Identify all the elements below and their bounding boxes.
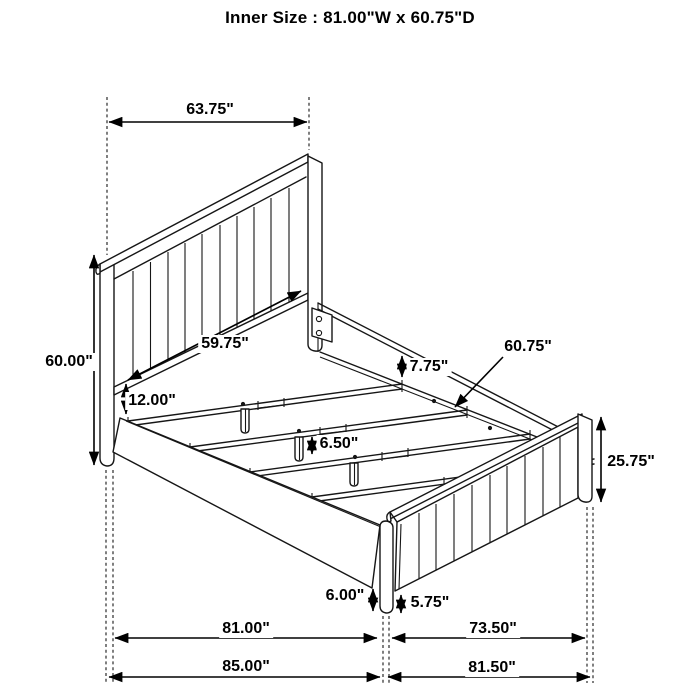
- diagram-title: Inner Size : 81.00"W x 60.75"D: [225, 8, 475, 27]
- footboard-left-leg: [380, 521, 393, 613]
- dim-label-headboard-height: 60.00": [42, 353, 96, 371]
- dim-label-headboard-inner-width: 59.75": [198, 335, 252, 353]
- dim-label-footboard-height: 25.75": [604, 453, 658, 471]
- footboard: [380, 414, 592, 613]
- headboard-left-post: [100, 259, 114, 466]
- dim-label-side-rail-height: 7.75": [407, 358, 452, 376]
- dim-label-headboard-width: 63.75": [183, 101, 237, 119]
- headboard-top-rail: [100, 154, 308, 272]
- dim-inner-depth-leader: [455, 357, 503, 407]
- dim-label-rail-floor-gap: 6.00": [323, 587, 368, 605]
- dim-label-inner-depth: 60.75": [501, 338, 555, 356]
- dim-label-footboard-span: 73.50": [466, 620, 520, 638]
- rail-bracket: [312, 308, 332, 342]
- footboard-right-post: [578, 414, 592, 502]
- dim-label-overall-depth: 81.50": [465, 659, 519, 677]
- dim-label-overall-width: 85.00": [219, 658, 273, 676]
- headboard: [96, 154, 322, 466]
- dim-label-headboard-rail-gap: 12.00": [125, 392, 179, 410]
- dim-label-center-leg-height: 6.50": [317, 435, 362, 453]
- dim-label-inner-width: 81.00": [219, 620, 273, 638]
- dim-label-footboard-floor-gap: 5.75": [408, 594, 453, 612]
